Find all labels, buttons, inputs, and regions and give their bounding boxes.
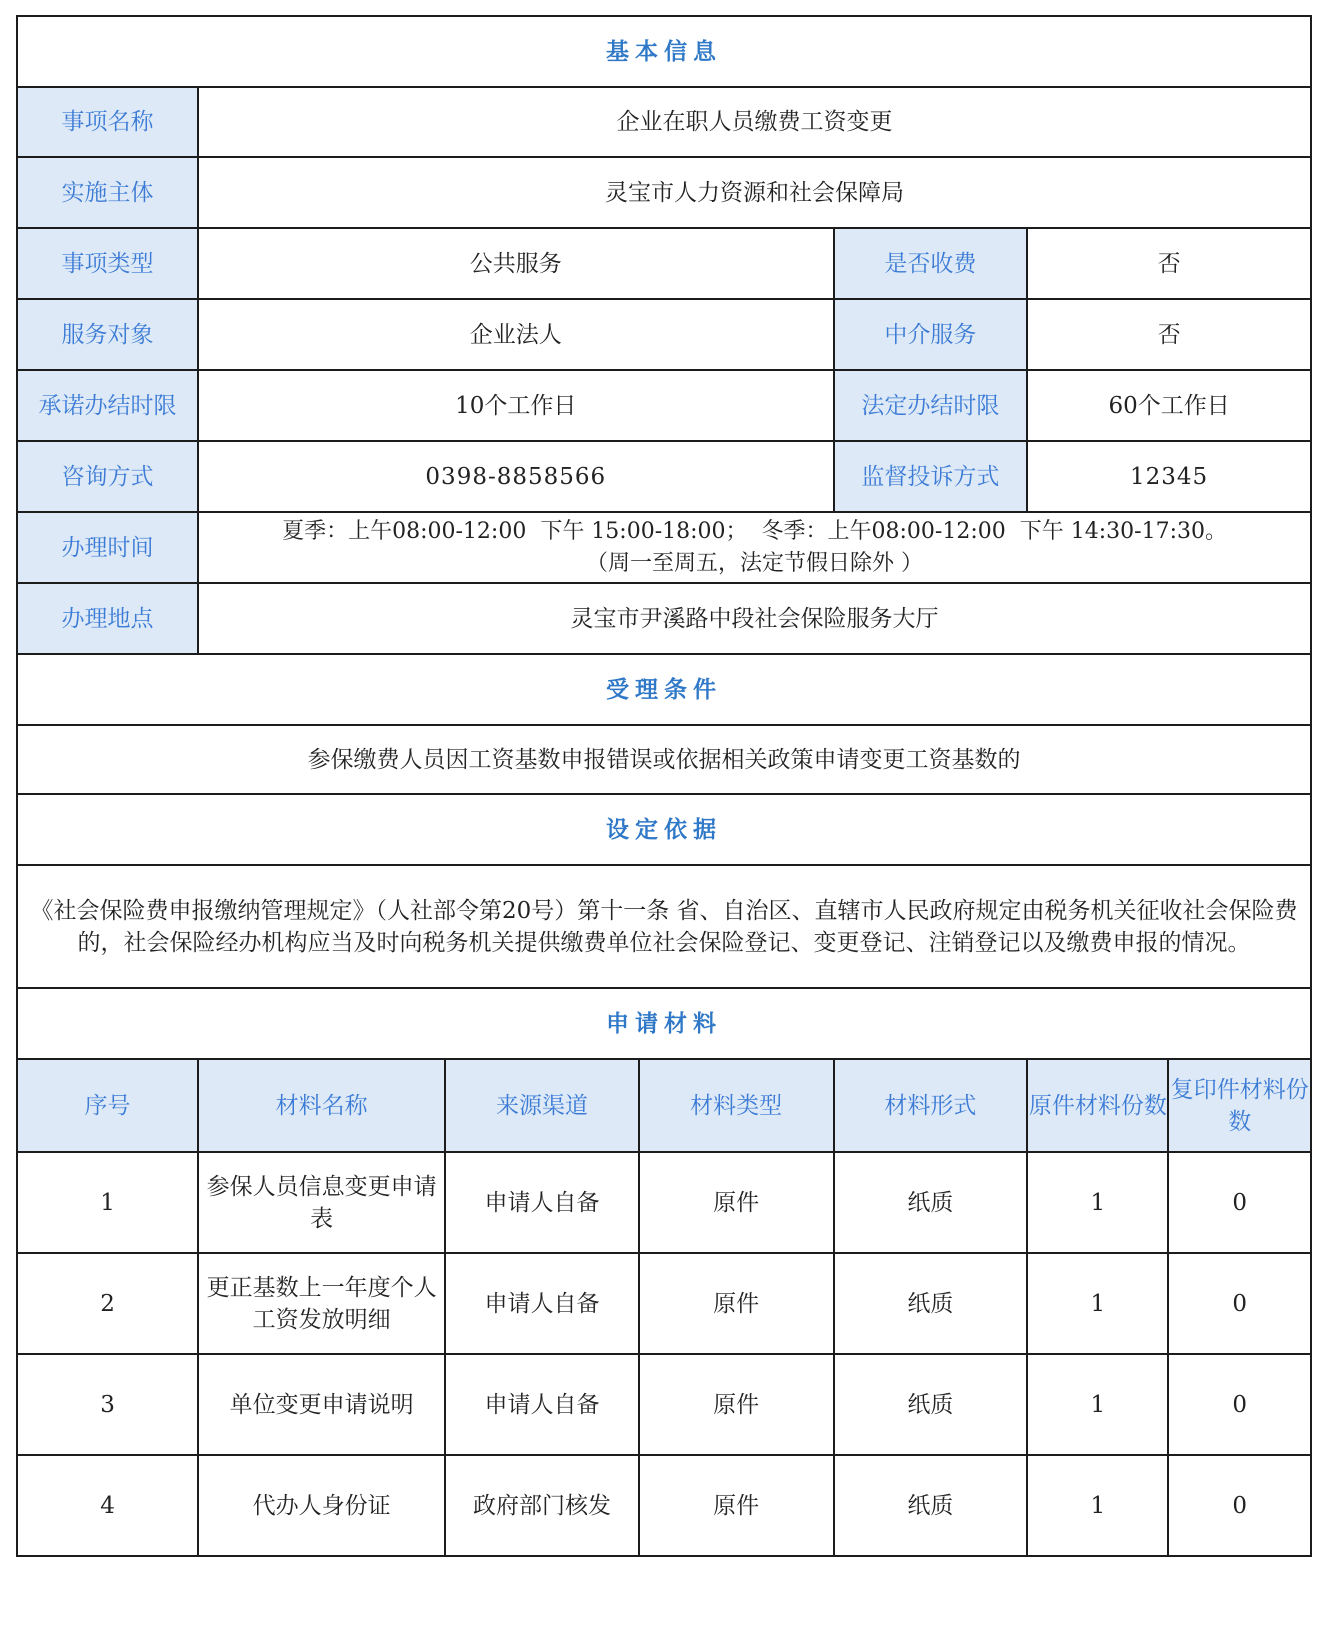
target-label: 服务对象 — [17, 299, 198, 370]
cell-copy-count: 0 — [1168, 1152, 1311, 1253]
complaint-value: 12345 — [1027, 441, 1311, 512]
authority-value: 灵宝市人力资源和社会保障局 — [198, 157, 1311, 228]
cell-form: 纸质 — [834, 1152, 1028, 1253]
consult-value: 0398-8858566 — [198, 441, 833, 512]
cell-original-count: 1 — [1027, 1455, 1168, 1556]
cell-original-count: 1 — [1027, 1152, 1168, 1253]
type-label: 事项类型 — [17, 228, 198, 299]
promised-time-label: 承诺办结时限 — [17, 370, 198, 441]
promised-time-value: 10个工作日 — [198, 370, 833, 441]
cell-index: 4 — [17, 1455, 198, 1556]
cell-type: 原件 — [639, 1152, 834, 1253]
cell-name: 更正基数上一年度个人工资发放明细 — [198, 1253, 445, 1354]
cell-source: 申请人自备 — [445, 1253, 639, 1354]
legal-time-value: 60个工作日 — [1027, 370, 1311, 441]
col-header-source: 来源渠道 — [445, 1059, 639, 1152]
location-label: 办理地点 — [17, 583, 198, 654]
cell-name: 代办人身份证 — [198, 1455, 445, 1556]
col-header-form: 材料形式 — [834, 1059, 1028, 1152]
cell-source: 申请人自备 — [445, 1354, 639, 1455]
cell-type: 原件 — [639, 1253, 834, 1354]
cell-form: 纸质 — [834, 1455, 1028, 1556]
agency-value: 否 — [1027, 299, 1311, 370]
hours-line-1: 夏季：上午08:00-12:00 下午 15:00-18:00； 冬季：上午08:00-12:00 下午 14:30-17:30。 — [282, 518, 1227, 544]
hours-line-2: （周一至周五，法定节假日除外 ） — [586, 550, 924, 576]
fee-value: 否 — [1027, 228, 1311, 299]
basis-text: 《社会保险费申报缴纳管理规定》（人社部令第20号）第十一条 省、自治区、直辖市人民政府规定由税务机关征收社会保险费的，社会保险经办机构应当及时向税务机关提供缴费单位社会保险登记、变更登记、注销登记以及缴费申报的情况。 — [17, 865, 1311, 988]
legal-time-label: 法定办结时限 — [834, 370, 1028, 441]
section-title-materials: 申请材料 — [17, 988, 1311, 1059]
col-header-original-count: 原件材料份数 — [1027, 1059, 1168, 1152]
cell-index: 3 — [17, 1354, 198, 1455]
hours-label: 办理时间 — [17, 512, 198, 583]
col-header-copy-count: 复印件材料份数 — [1168, 1059, 1311, 1152]
col-header-index: 序号 — [17, 1059, 198, 1152]
agency-label: 中介服务 — [834, 299, 1028, 370]
cell-name: 单位变更申请说明 — [198, 1354, 445, 1455]
table-row — [17, 1354, 1311, 1455]
cell-form: 纸质 — [834, 1253, 1028, 1354]
cell-copy-count: 0 — [1168, 1455, 1311, 1556]
service-guide-table — [16, 15, 1312, 1557]
cell-source: 政府部门核发 — [445, 1455, 639, 1556]
table-row — [17, 1455, 1311, 1556]
table-row — [17, 1253, 1311, 1354]
complaint-label: 监督投诉方式 — [834, 441, 1028, 512]
cell-source: 申请人自备 — [445, 1152, 639, 1253]
cell-copy-count: 0 — [1168, 1354, 1311, 1455]
cell-index: 2 — [17, 1253, 198, 1354]
target-value: 企业法人 — [198, 299, 833, 370]
col-header-name: 材料名称 — [198, 1059, 445, 1152]
cell-copy-count: 0 — [1168, 1253, 1311, 1354]
item-name-value: 企业在职人员缴费工资变更 — [198, 87, 1311, 157]
col-header-type: 材料类型 — [639, 1059, 834, 1152]
section-title-basis: 设定依据 — [17, 794, 1311, 865]
cell-original-count: 1 — [1027, 1354, 1168, 1455]
consult-label: 咨询方式 — [17, 441, 198, 512]
authority-label: 实施主体 — [17, 157, 198, 228]
section-title-conditions: 受理条件 — [17, 654, 1311, 725]
cell-name: 参保人员信息变更申请表 — [198, 1152, 445, 1253]
cell-original-count: 1 — [1027, 1253, 1168, 1354]
hours-value — [198, 512, 1311, 583]
cell-index: 1 — [17, 1152, 198, 1253]
cell-type: 原件 — [639, 1455, 834, 1556]
type-value: 公共服务 — [198, 228, 833, 299]
cell-form: 纸质 — [834, 1354, 1028, 1455]
fee-label: 是否收费 — [834, 228, 1028, 299]
location-value: 灵宝市尹溪路中段社会保险服务大厅 — [198, 583, 1311, 654]
table-row — [17, 1152, 1311, 1253]
conditions-text: 参保缴费人员因工资基数申报错误或依据相关政策申请变更工资基数的 — [17, 725, 1311, 794]
item-name-label: 事项名称 — [17, 87, 198, 157]
cell-type: 原件 — [639, 1354, 834, 1455]
section-title-basic: 基本信息 — [17, 16, 1311, 87]
